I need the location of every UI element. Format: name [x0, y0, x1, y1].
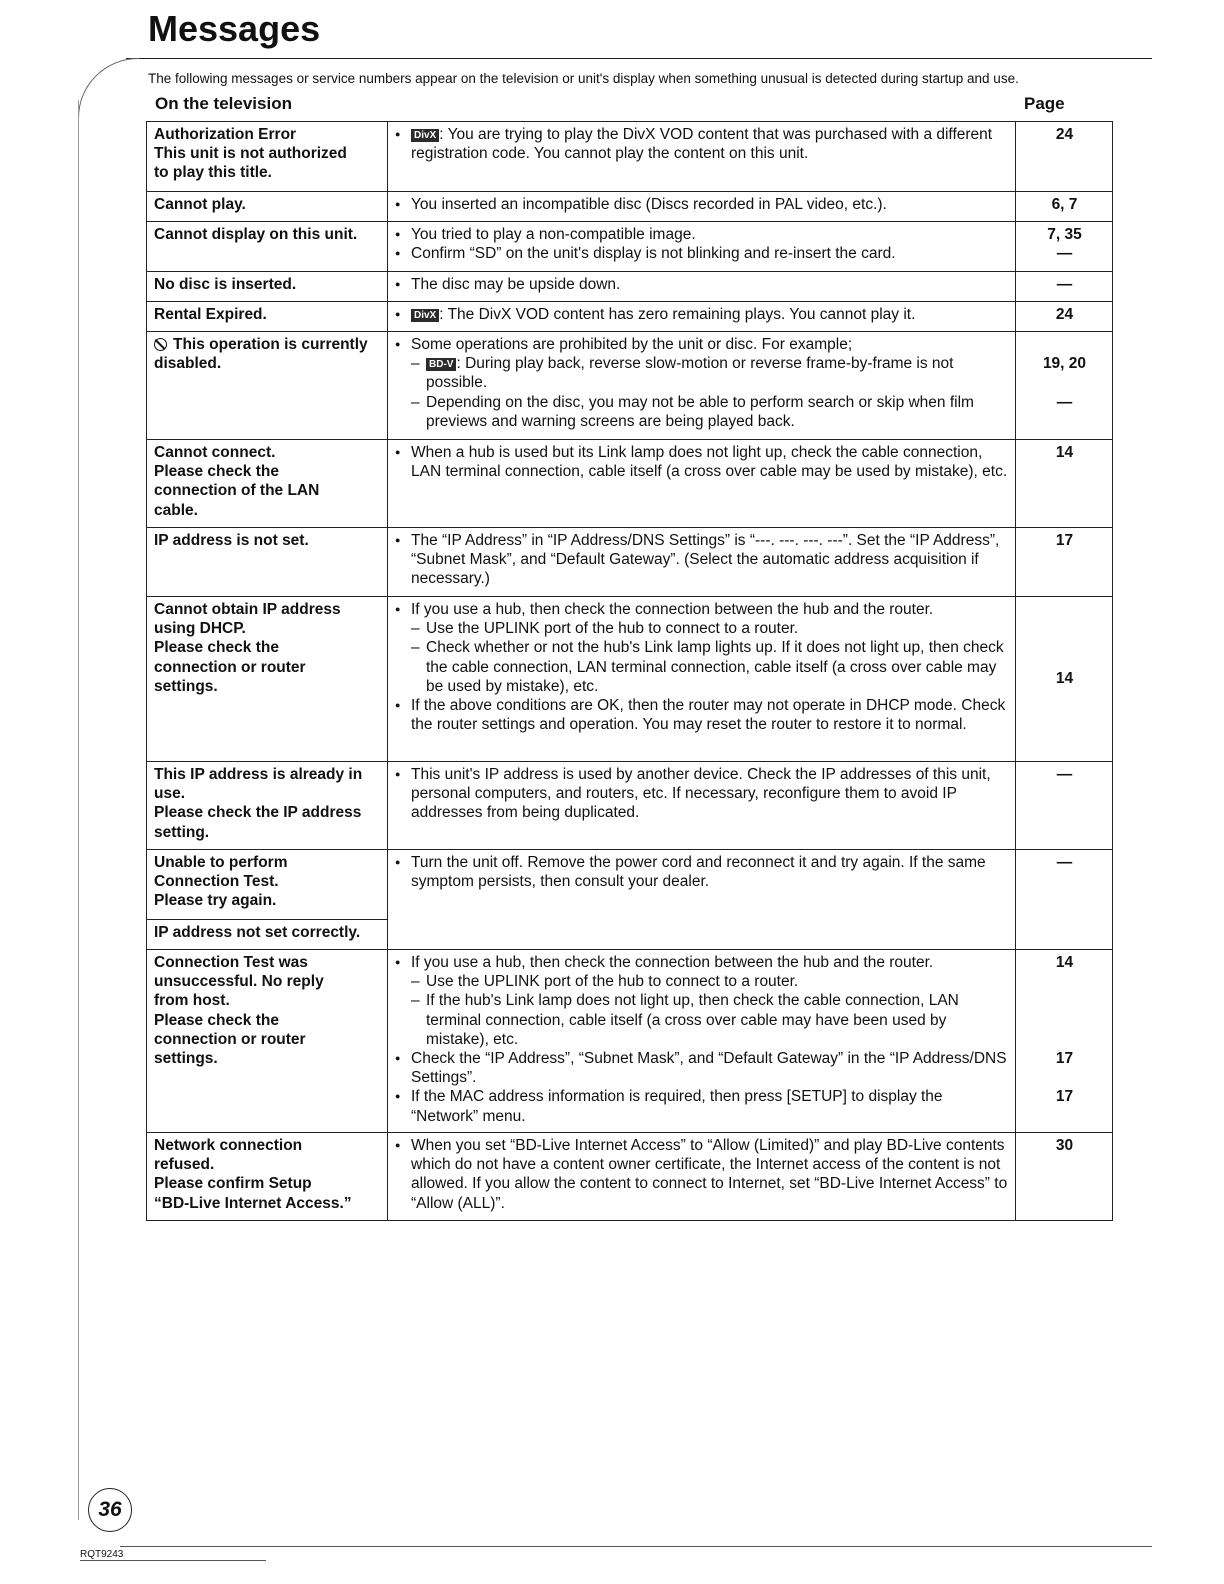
message-cell: IP address not set correctly.: [147, 920, 388, 950]
bottom-rule: [120, 1546, 1152, 1547]
message-cell: Network connection refused. Please confirm Setup “BD-Live Internet Access.”: [147, 1133, 388, 1221]
page-cell: 7, 35 —: [1016, 222, 1113, 272]
description-cell: ● You inserted an incompatible disc (Discs recorded in PAL video, etc.).: [388, 192, 1016, 222]
description-cell: ● DivX : The DivX VOD content has zero remaining plays. You cannot play it.: [388, 302, 1016, 332]
message-cell: Cannot connect. Please check the connection of the LAN cable.: [147, 440, 388, 528]
message-cell: Unable to perform Connection Test. Please try again.: [147, 850, 388, 920]
message-cell: Cannot play.: [147, 192, 388, 222]
model-code-rule: [80, 1560, 266, 1561]
left-margin-rule: [78, 100, 79, 1520]
title-rule: [126, 58, 1152, 59]
message-cell: This IP address is already in use. Please check the IP address setting.: [147, 762, 388, 850]
page-cell: 17: [1016, 528, 1113, 597]
table-row: [147, 528, 1113, 597]
page-cell: 14: [1016, 440, 1113, 528]
model-code: RQT9243: [80, 1549, 124, 1560]
description-cell: ● If you use a hub, then check the connection between the hub and the router. – Use the UPLINK port of the hub to connect to a router. – Check whether or not the hub's Link lamp lights up. If it does not light up, then check the cable connection, LAN terminal connection, cable itself (a cross over cable may be used by mistake), etc. ● If the above conditions are OK, then the router may not operate in DHCP mode. Check the router settings and operation. You may reset the router to restore it to normal.: [388, 597, 1016, 762]
page-cell: 14 17 17: [1016, 950, 1113, 1133]
page-cell: —: [1016, 762, 1113, 850]
table-row: [147, 192, 1113, 222]
table-row: [147, 762, 1113, 850]
page-cell: —: [1016, 272, 1113, 302]
page-cell: 30: [1016, 1133, 1113, 1221]
table-row: [147, 440, 1113, 528]
intro-text: The following messages or service numbers appear on the television or unit's display when something unusual is detected during startup and use.: [148, 71, 1019, 86]
description-cell: ● Some operations are prohibited by the unit or disc. For example; – BD-V : During play back, reverse slow-motion or reverse frame-by-frame is not possible. – Depending on the disc, you may not be able to perform search or skip when film previews and warning screens are being played back.: [388, 332, 1016, 440]
page-cell: 19, 20 —: [1016, 332, 1113, 440]
description-cell: ● The disc may be upside down.: [388, 272, 1016, 302]
message-cell: Connection Test was unsuccessful. No reply from host. Please check the connection or router settings.: [147, 950, 388, 1133]
table-row: [147, 332, 1113, 440]
page-cell: 24: [1016, 122, 1113, 192]
table-row: [147, 597, 1113, 762]
messages-table: [146, 121, 1113, 1221]
description-cell: ● When a hub is used but its Link lamp does not light up, check the cable connection, LAN terminal connection, cable itself (a cross over cable may be used by mistake), etc.: [388, 440, 1016, 528]
description-cell: ● DivX : You are trying to play the DivX VOD content that was purchased with a different registration code. You cannot play the content on this unit.: [388, 122, 1016, 192]
prohibited-icon: [154, 338, 167, 351]
divx-badge-icon: DivX: [411, 309, 439, 322]
description-cell: ● If you use a hub, then check the connection between the hub and the router. – Use the UPLINK port of the hub to connect to a router. – If the hub's Link lamp does not light up, then check the cable connection, LAN terminal connection, cable itself (a cross over cable may have been used by mistake), etc. ● Check the “IP Address”, “Subnet Mask”, and “Default Gateway” in the “IP Address/DNS Settings”. ● If the MAC address information is required, then press [SETUP] to display the “Network” menu.: [388, 950, 1016, 1133]
table-row: [147, 950, 1113, 1133]
table-row: [147, 272, 1113, 302]
table-row: [147, 850, 1113, 920]
table-row: [147, 302, 1113, 332]
message-cell: Cannot obtain IP address using DHCP. Please check the connection or router settings.: [147, 597, 388, 762]
message-cell: IP address is not set.: [147, 528, 388, 597]
table-row: [147, 122, 1113, 192]
bd-video-badge-icon: BD-V: [426, 358, 456, 371]
message-cell: Rental Expired.: [147, 302, 388, 332]
divx-badge-icon: DivX: [411, 129, 439, 142]
page-title: Messages: [148, 8, 321, 49]
description-cell: ● This unit's IP address is used by another device. Check the IP addresses of this unit, personal computers, and routers, etc. If necessary, reconfigure them to avoid IP addresses from being duplicated.: [388, 762, 1016, 850]
message-cell: This operation is currently disabled.: [147, 332, 388, 440]
description-cell: ● Turn the unit off. Remove the power cord and reconnect it and try again. If the same symptom persists, then consult your dealer.: [388, 850, 1016, 950]
description-cell: ● The “IP Address” in “IP Address/DNS Settings” is “---. ---. ---. ---”. Set the “IP Address”, “Subnet Mask”, and “Default Gateway”. (Select the automatic address acquisition if necessary.): [388, 528, 1016, 597]
table-row: [147, 222, 1113, 272]
page-number: 36: [88, 1488, 132, 1532]
corner-arc: [78, 58, 139, 119]
message-cell: Cannot display on this unit.: [147, 222, 388, 272]
description-cell: ● You tried to play a non-compatible image. ● Confirm “SD” on the unit's display is not blinking and re-insert the card.: [388, 222, 1016, 272]
message-cell: No disc is inserted.: [147, 272, 388, 302]
message-cell: Authorization Error This unit is not authorized to play this title.: [147, 122, 388, 192]
section-heading: On the television: [155, 94, 292, 113]
page-cell: 24: [1016, 302, 1113, 332]
page-column-heading: Page: [1024, 94, 1065, 113]
description-cell: ● When you set “BD-Live Internet Access” to “Allow (Limited)” and play BD-Live contents which do not have a content owner certificate, the Internet access of the content is not allowed. If you allow the content to connect to Internet, set “BD-Live Internet Access” to “Allow (ALL)”.: [388, 1133, 1016, 1221]
page-cell: —: [1016, 850, 1113, 950]
page-cell: 6, 7: [1016, 192, 1113, 222]
page-cell: 14: [1016, 597, 1113, 762]
table-row: [147, 1133, 1113, 1221]
